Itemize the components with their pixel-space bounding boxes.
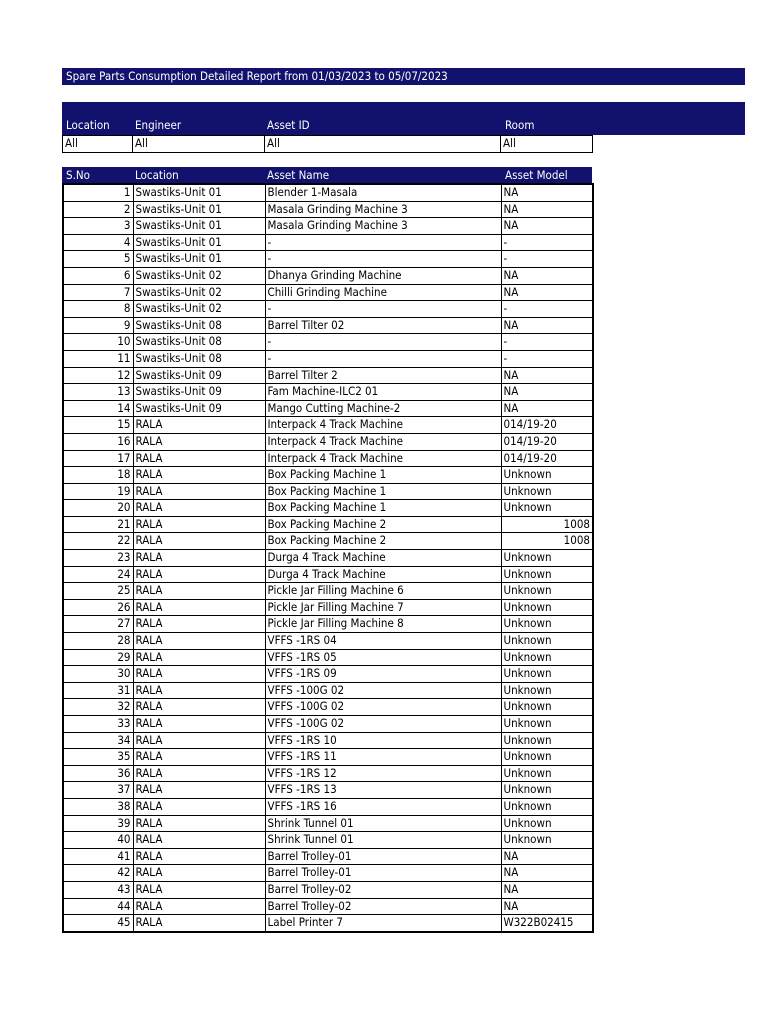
filter-value-room: All [501, 136, 593, 153]
cell-sno: 37 [63, 782, 133, 799]
cell-asset-model: NA [501, 898, 593, 915]
cell-location: RALA [133, 550, 265, 567]
cell-asset-name: VFFS -1RS 10 [265, 732, 501, 749]
cell-location: Swastiks-Unit 09 [133, 384, 265, 401]
table-row [63, 267, 593, 284]
cell-asset-model: Unknown [501, 616, 593, 633]
table-row [63, 798, 593, 815]
cell-asset-model: Unknown [501, 599, 593, 616]
cell-asset-model: Unknown [501, 798, 593, 815]
cell-location: Swastiks-Unit 09 [133, 400, 265, 417]
cell-asset-model: Unknown [501, 749, 593, 766]
table-row [63, 317, 593, 334]
cell-location: RALA [133, 865, 265, 882]
cell-sno: 6 [63, 267, 133, 284]
cell-sno: 3 [63, 218, 133, 235]
cell-location: RALA [133, 649, 265, 666]
table-row [63, 533, 593, 550]
cell-sno: 29 [63, 649, 133, 666]
cell-sno: 14 [63, 400, 133, 417]
table-row [63, 500, 593, 517]
cell-asset-name: Mango Cutting Machine-2 [265, 400, 501, 417]
cell-asset-name: Barrel Tilter 2 [265, 367, 501, 384]
column-header-sno: S.No [66, 168, 90, 182]
cell-asset-name: VFFS -100G 02 [265, 682, 501, 699]
table-row [63, 815, 593, 832]
table-row [63, 616, 593, 633]
cell-location: RALA [133, 682, 265, 699]
cell-location: RALA [133, 500, 265, 517]
cell-sno: 21 [63, 516, 133, 533]
table-row [63, 865, 593, 882]
cell-asset-name: Box Packing Machine 1 [265, 483, 501, 500]
cell-location: RALA [133, 450, 265, 467]
filter-header-room: Room [505, 118, 535, 132]
cell-asset-model: - [501, 334, 593, 351]
table-row [63, 384, 593, 401]
cell-sno: 10 [63, 334, 133, 351]
table-row [63, 367, 593, 384]
cell-sno: 4 [63, 234, 133, 251]
cell-asset-name: Barrel Trolley-01 [265, 848, 501, 865]
cell-asset-name: VFFS -1RS 09 [265, 666, 501, 683]
cell-asset-name: VFFS -1RS 05 [265, 649, 501, 666]
table-row [63, 699, 593, 716]
cell-asset-name: Barrel Trolley-01 [265, 865, 501, 882]
cell-asset-model: Unknown [501, 550, 593, 567]
table-row [63, 682, 593, 699]
cell-asset-model: Unknown [501, 633, 593, 650]
cell-sno: 34 [63, 732, 133, 749]
cell-asset-model: Unknown [501, 765, 593, 782]
cell-asset-model: 014/19-20 [501, 450, 593, 467]
cell-asset-model: 014/19-20 [501, 433, 593, 450]
cell-asset-name: Masala Grinding Machine 3 [265, 218, 501, 235]
table-row [63, 184, 593, 201]
table-row [63, 649, 593, 666]
cell-location: Swastiks-Unit 02 [133, 284, 265, 301]
cell-sno: 33 [63, 716, 133, 733]
filter-value-engineer: All [133, 136, 265, 153]
cell-asset-name: - [265, 301, 501, 318]
cell-asset-model: - [501, 234, 593, 251]
cell-location: Swastiks-Unit 08 [133, 317, 265, 334]
cell-asset-model: Unknown [501, 832, 593, 849]
cell-asset-model: Unknown [501, 815, 593, 832]
cell-sno: 18 [63, 467, 133, 484]
cell-sno: 30 [63, 666, 133, 683]
cell-asset-name: VFFS -1RS 13 [265, 782, 501, 799]
table-row [63, 666, 593, 683]
table-row [63, 251, 593, 268]
cell-asset-model: NA [501, 400, 593, 417]
cell-asset-model: Unknown [501, 566, 593, 583]
cell-location: RALA [133, 616, 265, 633]
table-row [63, 749, 593, 766]
table-row [63, 716, 593, 733]
cell-location: Swastiks-Unit 01 [133, 251, 265, 268]
table-row [63, 516, 593, 533]
column-header-asset-name: Asset Name [267, 168, 330, 182]
cell-asset-model: Unknown [501, 649, 593, 666]
cell-asset-name: VFFS -1RS 04 [265, 633, 501, 650]
table-row [63, 848, 593, 865]
cell-location: Swastiks-Unit 02 [133, 301, 265, 318]
cell-asset-model: NA [501, 848, 593, 865]
cell-sno: 27 [63, 616, 133, 633]
cell-asset-name: Barrel Trolley-02 [265, 881, 501, 898]
table-row [63, 732, 593, 749]
cell-location: RALA [133, 798, 265, 815]
cell-asset-model: NA [501, 881, 593, 898]
cell-location: RALA [133, 848, 265, 865]
cell-asset-model: NA [501, 201, 593, 218]
table-row [63, 566, 593, 583]
table-row [63, 450, 593, 467]
cell-asset-name: Barrel Tilter 02 [265, 317, 501, 334]
cell-asset-name: VFFS -1RS 16 [265, 798, 501, 815]
cell-asset-model: 014/19-20 [501, 417, 593, 434]
cell-sno: 42 [63, 865, 133, 882]
cell-asset-name: Box Packing Machine 1 [265, 467, 501, 484]
cell-sno: 41 [63, 848, 133, 865]
cell-location: RALA [133, 732, 265, 749]
cell-location: RALA [133, 915, 265, 932]
cell-asset-model: Unknown [501, 716, 593, 733]
cell-asset-model: NA [501, 284, 593, 301]
report-title: Spare Parts Consumption Detailed Report from 01/03/2023 to 05/07/2023 [66, 69, 448, 83]
cell-location: RALA [133, 467, 265, 484]
cell-location: RALA [133, 599, 265, 616]
cell-sno: 1 [63, 184, 133, 201]
cell-location: RALA [133, 832, 265, 849]
cell-asset-name: Masala Grinding Machine 3 [265, 201, 501, 218]
cell-sno: 24 [63, 566, 133, 583]
cell-location: Swastiks-Unit 02 [133, 267, 265, 284]
cell-sno: 25 [63, 583, 133, 600]
table-row [63, 234, 593, 251]
cell-location: RALA [133, 716, 265, 733]
cell-asset-model: Unknown [501, 732, 593, 749]
cell-location: RALA [133, 782, 265, 799]
table-row [63, 583, 593, 600]
cell-asset-name: Blender 1-Masala [265, 184, 501, 201]
cell-asset-model: NA [501, 184, 593, 201]
filter-header-asset-id: Asset ID [267, 118, 310, 132]
cell-asset-name: Durga 4 Track Machine [265, 550, 501, 567]
cell-asset-name: Pickle Jar Filling Machine 7 [265, 599, 501, 616]
cell-sno: 36 [63, 765, 133, 782]
cell-asset-name: VFFS -100G 02 [265, 699, 501, 716]
cell-asset-model: Unknown [501, 467, 593, 484]
cell-asset-model: Unknown [501, 500, 593, 517]
cell-location: RALA [133, 483, 265, 500]
table-row [63, 284, 593, 301]
cell-asset-model: Unknown [501, 583, 593, 600]
cell-asset-model: NA [501, 367, 593, 384]
cell-asset-name: Pickle Jar Filling Machine 6 [265, 583, 501, 600]
cell-asset-name: - [265, 234, 501, 251]
cell-sno: 19 [63, 483, 133, 500]
table-row [63, 483, 593, 500]
cell-location: RALA [133, 433, 265, 450]
cell-location: RALA [133, 417, 265, 434]
cell-location: RALA [133, 815, 265, 832]
cell-location: Swastiks-Unit 01 [133, 184, 265, 201]
cell-asset-name: Chilli Grinding Machine [265, 284, 501, 301]
cell-sno: 2 [63, 201, 133, 218]
cell-location: Swastiks-Unit 01 [133, 218, 265, 235]
table-row [63, 915, 593, 932]
cell-sno: 7 [63, 284, 133, 301]
cell-sno: 35 [63, 749, 133, 766]
cell-sno: 5 [63, 251, 133, 268]
cell-location: RALA [133, 583, 265, 600]
table-row [63, 417, 593, 434]
table-row [63, 832, 593, 849]
table-row [63, 881, 593, 898]
cell-location: RALA [133, 633, 265, 650]
cell-asset-name: - [265, 334, 501, 351]
cell-asset-name: Durga 4 Track Machine [265, 566, 501, 583]
cell-sno: 13 [63, 384, 133, 401]
cell-sno: 11 [63, 350, 133, 367]
cell-location: RALA [133, 533, 265, 550]
cell-asset-model: NA [501, 865, 593, 882]
cell-asset-model: Unknown [501, 682, 593, 699]
cell-asset-name: Barrel Trolley-02 [265, 898, 501, 915]
cell-location: RALA [133, 898, 265, 915]
cell-location: Swastiks-Unit 01 [133, 234, 265, 251]
cell-asset-name: VFFS -1RS 12 [265, 765, 501, 782]
table-row [63, 467, 593, 484]
cell-sno: 20 [63, 500, 133, 517]
cell-asset-name: Fam Machine-ILC2 01 [265, 384, 501, 401]
cell-sno: 23 [63, 550, 133, 567]
cell-location: Swastiks-Unit 08 [133, 334, 265, 351]
cell-location: RALA [133, 566, 265, 583]
cell-sno: 28 [63, 633, 133, 650]
table-row [63, 350, 593, 367]
table-row [63, 782, 593, 799]
cell-location: RALA [133, 749, 265, 766]
asset-table [62, 183, 594, 933]
filter-header-location: Location [66, 118, 110, 132]
cell-location: RALA [133, 516, 265, 533]
table-row [63, 765, 593, 782]
cell-location: RALA [133, 699, 265, 716]
table-row [63, 334, 593, 351]
cell-asset-name: Shrink Tunnel 01 [265, 815, 501, 832]
cell-sno: 39 [63, 815, 133, 832]
cell-location: Swastiks-Unit 01 [133, 201, 265, 218]
cell-asset-name: Interpack 4 Track Machine [265, 417, 501, 434]
cell-sno: 22 [63, 533, 133, 550]
column-header-asset-model: Asset Model [505, 168, 568, 182]
column-header-location: Location [135, 168, 179, 182]
cell-asset-model: Unknown [501, 699, 593, 716]
cell-asset-name: Shrink Tunnel 01 [265, 832, 501, 849]
cell-sno: 15 [63, 417, 133, 434]
table-row [63, 633, 593, 650]
cell-location: RALA [133, 881, 265, 898]
cell-sno: 8 [63, 301, 133, 318]
cell-sno: 26 [63, 599, 133, 616]
cell-asset-name: Box Packing Machine 2 [265, 533, 501, 550]
filter-header-engineer: Engineer [135, 118, 182, 132]
cell-asset-model: NA [501, 317, 593, 334]
cell-asset-name: Interpack 4 Track Machine [265, 450, 501, 467]
cell-sno: 32 [63, 699, 133, 716]
cell-sno: 31 [63, 682, 133, 699]
filter-values-row [63, 136, 593, 153]
cell-sno: 40 [63, 832, 133, 849]
cell-location: Swastiks-Unit 09 [133, 367, 265, 384]
cell-location: RALA [133, 765, 265, 782]
cell-sno: 45 [63, 915, 133, 932]
cell-asset-model: - [501, 350, 593, 367]
cell-asset-model: W322B02415 [501, 915, 593, 932]
cell-asset-name: - [265, 251, 501, 268]
cell-asset-model: Unknown [501, 782, 593, 799]
cell-asset-name: Box Packing Machine 2 [265, 516, 501, 533]
cell-asset-name: Pickle Jar Filling Machine 8 [265, 616, 501, 633]
cell-asset-name: VFFS -100G 02 [265, 716, 501, 733]
cell-sno: 16 [63, 433, 133, 450]
cell-asset-model: NA [501, 218, 593, 235]
cell-asset-model: 1008 [501, 516, 593, 533]
table-row [63, 898, 593, 915]
cell-sno: 12 [63, 367, 133, 384]
cell-asset-model: - [501, 251, 593, 268]
cell-asset-name: Box Packing Machine 1 [265, 500, 501, 517]
filter-value-asset-id: All [265, 136, 501, 153]
filter-values-table [62, 135, 593, 153]
table-row [63, 550, 593, 567]
table-row [63, 301, 593, 318]
cell-asset-model: 1008 [501, 533, 593, 550]
cell-asset-model: NA [501, 384, 593, 401]
cell-asset-name: - [265, 350, 501, 367]
cell-location: RALA [133, 666, 265, 683]
cell-sno: 17 [63, 450, 133, 467]
filter-value-location: All [63, 136, 133, 153]
cell-asset-name: VFFS -1RS 11 [265, 749, 501, 766]
cell-sno: 44 [63, 898, 133, 915]
cell-sno: 9 [63, 317, 133, 334]
cell-asset-name: Interpack 4 Track Machine [265, 433, 501, 450]
table-row [63, 599, 593, 616]
cell-asset-model: Unknown [501, 483, 593, 500]
table-row [63, 400, 593, 417]
table-row [63, 201, 593, 218]
cell-location: Swastiks-Unit 08 [133, 350, 265, 367]
cell-sno: 43 [63, 881, 133, 898]
cell-sno: 38 [63, 798, 133, 815]
table-row [63, 433, 593, 450]
cell-asset-name: Label Printer 7 [265, 915, 501, 932]
table-row [63, 218, 593, 235]
cell-asset-model: NA [501, 267, 593, 284]
cell-asset-model: Unknown [501, 666, 593, 683]
cell-asset-model: - [501, 301, 593, 318]
cell-asset-name: Dhanya Grinding Machine [265, 267, 501, 284]
